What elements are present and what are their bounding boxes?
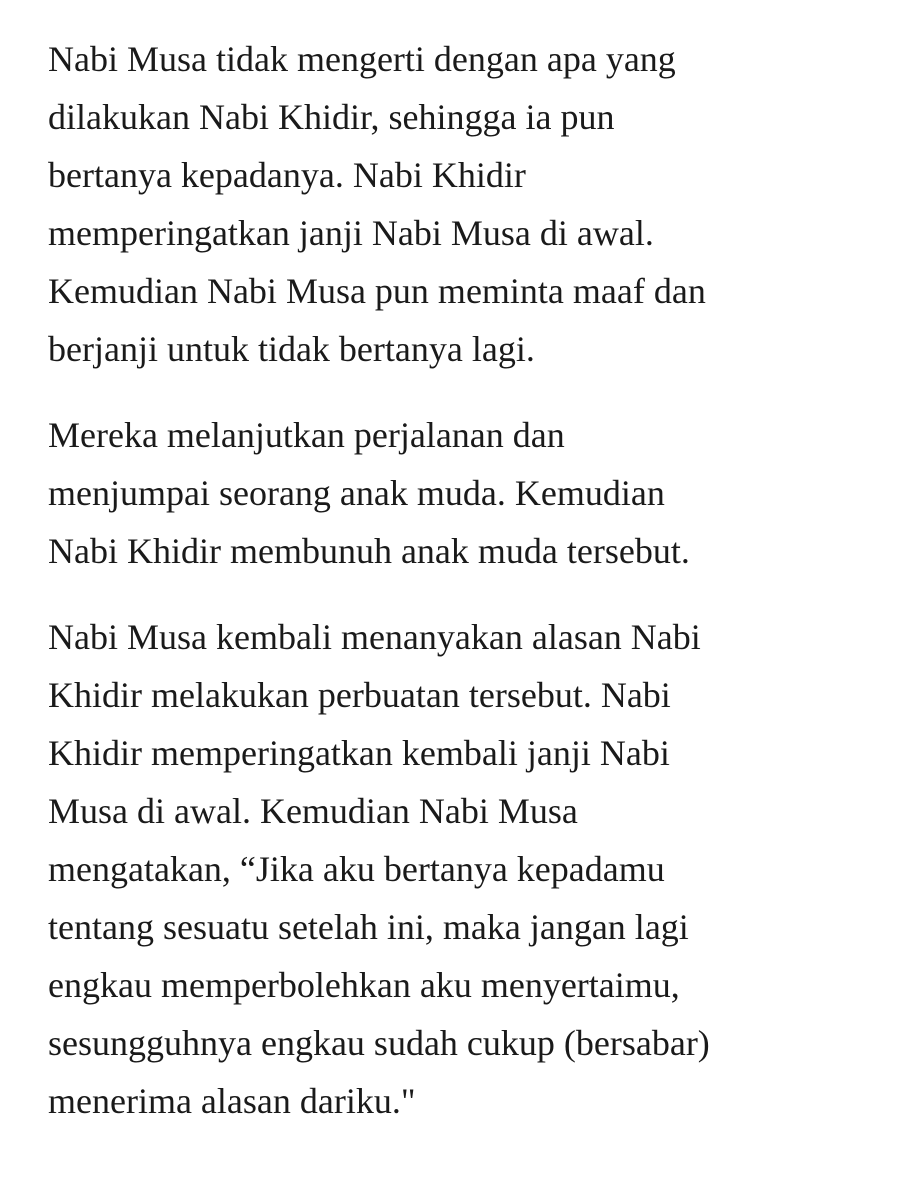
text-line: memperingatkan janji Nabi Musa di awal. bbox=[48, 213, 654, 253]
text-line: Khidir memperingatkan kembali janji Nabi bbox=[48, 733, 670, 773]
paragraph-2 bbox=[48, 406, 888, 580]
text-line: engkau memperbolehkan aku menyertaimu, bbox=[48, 965, 680, 1005]
text-line: Nabi Musa kembali menanyakan alasan Nabi bbox=[48, 617, 701, 657]
text-line: menjumpai seorang anak muda. Kemudian bbox=[48, 473, 665, 513]
text-line: Khidir melakukan perbuatan tersebut. Nabi bbox=[48, 675, 671, 715]
text-line: Mereka melanjutkan perjalanan dan bbox=[48, 415, 565, 455]
text-line: mengatakan, “Jika aku bertanya kepadamu bbox=[48, 849, 665, 889]
text-line: Musa di awal. Kemudian Nabi Musa bbox=[48, 791, 578, 831]
text-line: tentang sesuatu setelah ini, maka jangan lagi bbox=[48, 907, 689, 947]
text-line: menerima alasan dariku." bbox=[48, 1081, 416, 1121]
article-body bbox=[48, 30, 888, 1158]
paragraph-1 bbox=[48, 30, 888, 378]
text-line: berjanji untuk tidak bertanya lagi. bbox=[48, 329, 535, 369]
text-line: dilakukan Nabi Khidir, sehingga ia pun bbox=[48, 97, 615, 137]
text-line: Nabi Khidir membunuh anak muda tersebut. bbox=[48, 531, 690, 571]
text-line: Nabi Musa tidak mengerti dengan apa yang bbox=[48, 39, 676, 79]
text-line: Kemudian Nabi Musa pun meminta maaf dan bbox=[48, 271, 706, 311]
paragraph-3 bbox=[48, 608, 888, 1130]
text-line: bertanya kepadanya. Nabi Khidir bbox=[48, 155, 526, 195]
text-line: sesungguhnya engkau sudah cukup (bersabar) bbox=[48, 1023, 710, 1063]
